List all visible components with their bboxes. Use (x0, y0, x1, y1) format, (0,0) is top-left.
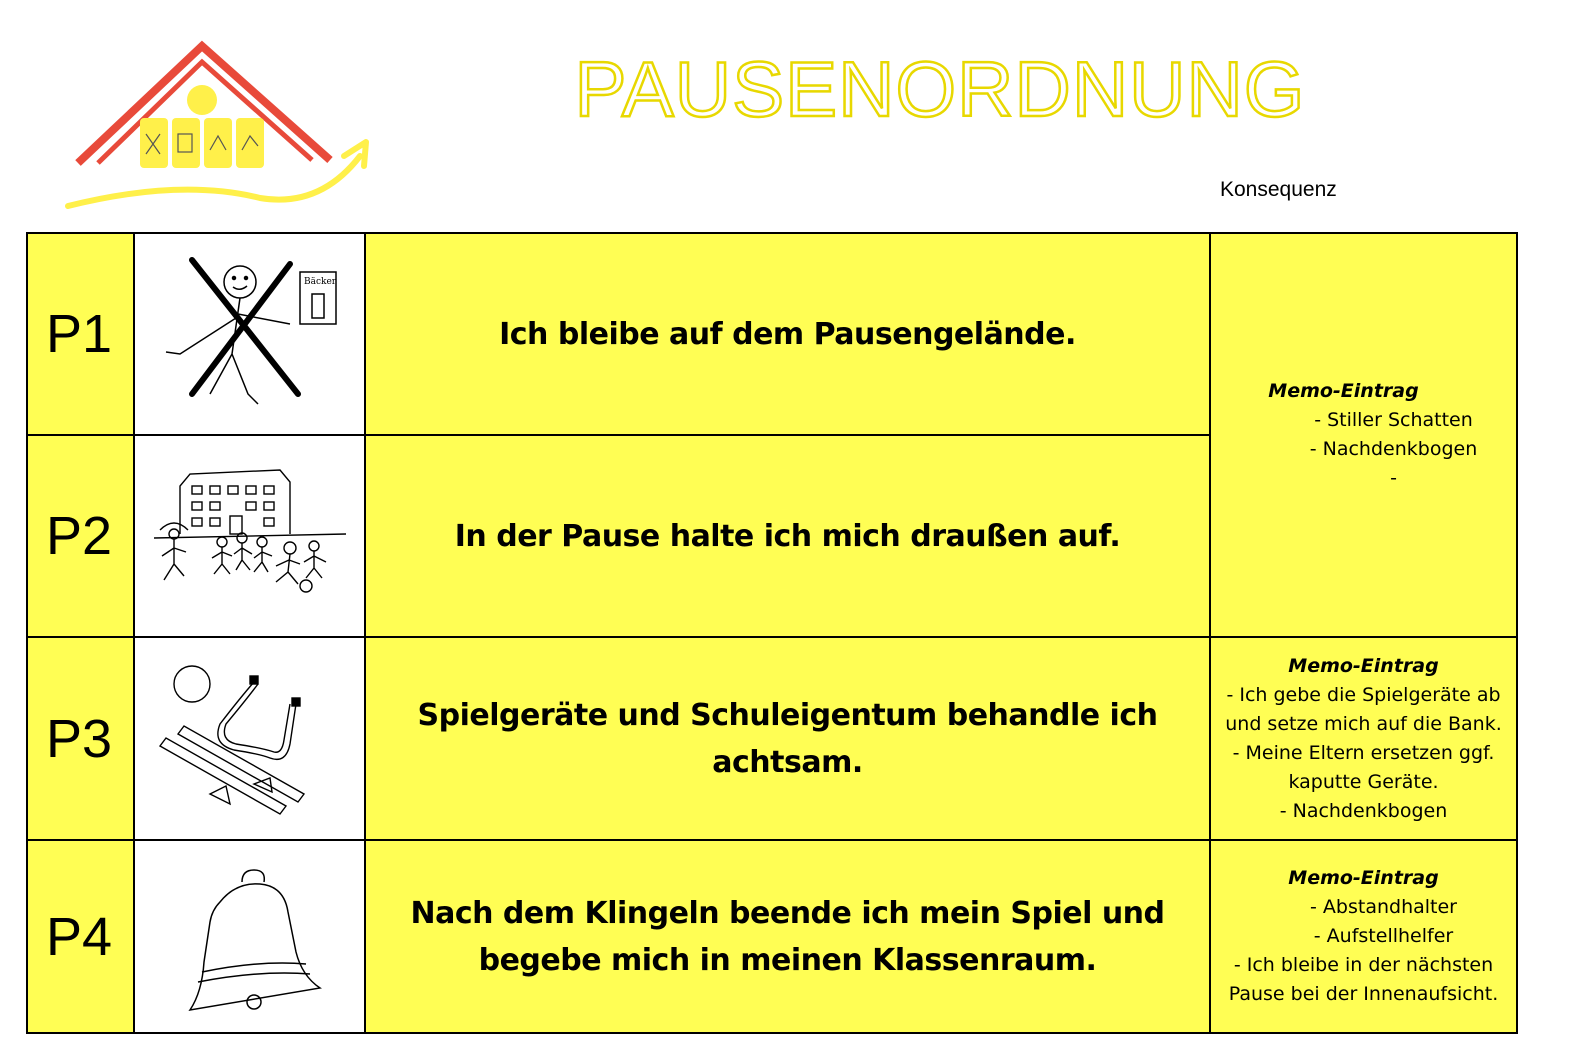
consequence-line: - Stiller Schatten (1314, 409, 1473, 431)
play-equipment-icon (135, 638, 364, 839)
rule-id: P4 (28, 841, 133, 1032)
rule-text: Ich bleibe auf dem Pausengelände. (366, 234, 1209, 434)
consequence-line: - Nachdenkbogen (1309, 438, 1478, 460)
stick-figure-crossed-icon (135, 234, 364, 434)
consequence-line: - Abstandhalter (1310, 896, 1457, 918)
school-building-icon (135, 436, 364, 636)
consequence-heading: Memo-Eintrag (1288, 867, 1439, 889)
rule-text: Nach dem Klingeln beende ich mein Spiel und begebe mich in meinen Klassenraum. (366, 841, 1209, 1032)
consequence-heading: Memo-Eintrag (1268, 380, 1419, 402)
consequence-cell (1211, 234, 1516, 636)
consequence-line: - Ich gebe die Spielgeräte ab (1226, 683, 1501, 706)
consequence-line: - Ich bleibe in der nächsten (1233, 954, 1494, 976)
bakery-sign-label: Bäcker (303, 277, 336, 287)
page-title: PAUSENORDNUNG (574, 45, 1306, 133)
consequence-line: - Aufstellhelfer (1313, 925, 1454, 947)
consequence-line: und setze mich auf die Bank. (1225, 712, 1502, 735)
consequence-line: - Meine Eltern ersetzen ggf. (1232, 741, 1495, 764)
rule-text: In der Pause halte ich mich draußen auf. (366, 436, 1209, 636)
rule-id: P2 (28, 436, 133, 636)
rules-table (26, 232, 1518, 1034)
consequence-cell (1211, 841, 1516, 1032)
consequence-column-label: Konsequenz (1220, 178, 1337, 201)
bell-icon (135, 841, 364, 1032)
rule-text: Spielgeräte und Schuleigentum behandle ich achtsam. (366, 638, 1209, 839)
consequence-line: - Nachdenkbogen (1279, 799, 1448, 822)
rule-id: P3 (28, 638, 133, 839)
consequence-line: kaputte Geräte. (1288, 770, 1439, 793)
consequence-cell (1211, 638, 1516, 839)
school-logo-icon (60, 38, 380, 220)
consequence-line: - (1390, 467, 1397, 489)
consequence-line: Pause bei der Innenaufsicht. (1228, 983, 1499, 1005)
consequence-heading: Memo-Eintrag (1288, 654, 1439, 677)
rule-id: P1 (28, 234, 133, 434)
